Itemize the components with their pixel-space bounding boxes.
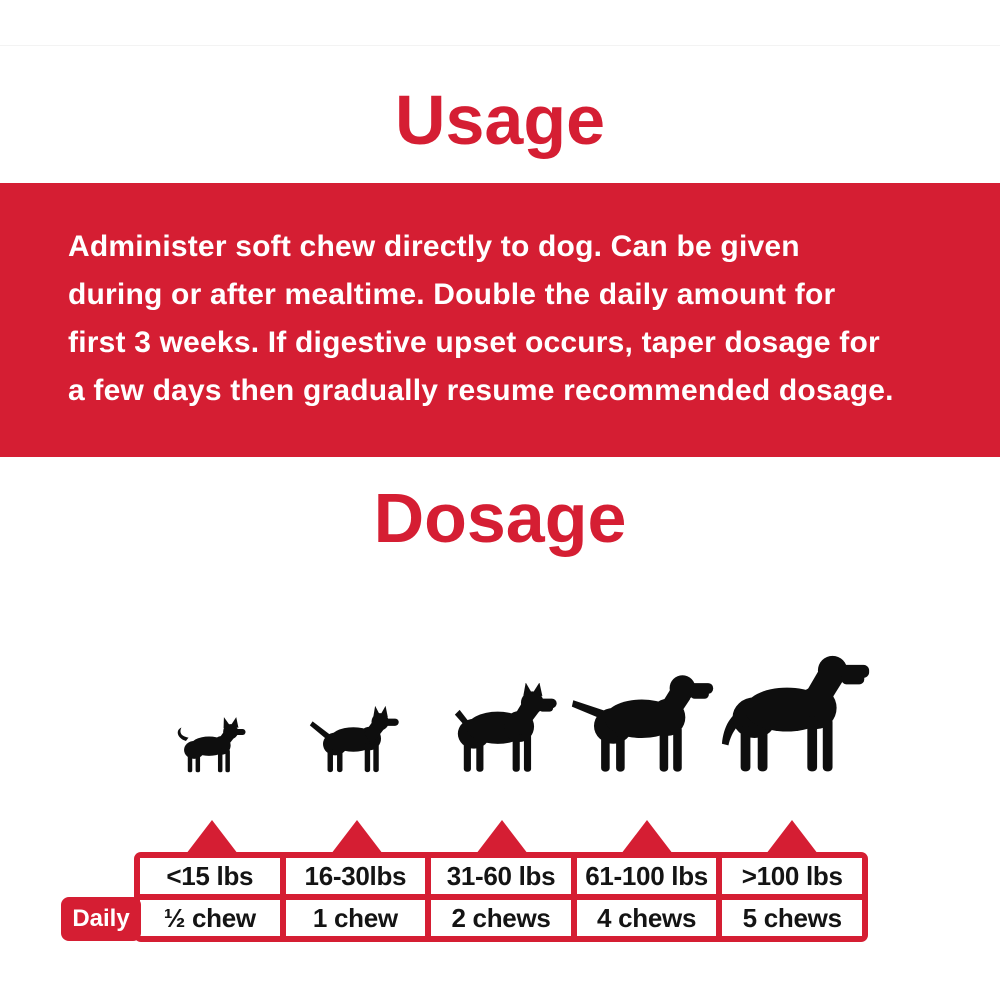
chihuahua-silhouette-icon <box>171 717 253 773</box>
daily-row-label: Daily <box>61 897 141 941</box>
usage-instructions-line-2: during or after mealtime. Double the daily amount for <box>68 278 836 311</box>
dose-cell-3: 2 chews <box>431 900 571 936</box>
usage-instructions-line-4: a few days then gradually resume recommended dosage. <box>68 374 894 407</box>
weight-cell-2: 16-30lbs <box>286 858 426 894</box>
usage-section-title: Usage <box>394 81 606 159</box>
bull-terrier-silhouette-icon <box>307 705 407 773</box>
column-pointer-triangle-2 <box>331 820 383 854</box>
dose-cell-4: 4 chews <box>577 900 717 936</box>
usage-instructions-banner <box>0 183 1000 457</box>
weight-cell-4: 61-100 lbs <box>577 858 717 894</box>
usage-instructions-line-3: first 3 weeks. If digestive upset occurs, taper dosage for <box>68 326 880 359</box>
usage-instructions-line-1: Administer soft chew directly to dog. Can be given <box>68 230 800 263</box>
boxer-silhouette-icon <box>437 683 568 773</box>
dosage-table <box>134 852 868 942</box>
dose-cell-1: ½ chew <box>140 900 280 936</box>
column-pointer-triangle-5 <box>766 820 818 854</box>
usage-instructions-text <box>68 223 948 415</box>
great-dane-silhouette-icon <box>704 651 883 773</box>
dosage-section-title: Dosage <box>373 479 627 557</box>
weight-cell-3: 31-60 lbs <box>431 858 571 894</box>
column-pointer-triangle-4 <box>621 820 673 854</box>
weight-cell-5: >100 lbs <box>722 858 862 894</box>
column-pointer-triangle-1 <box>186 820 238 854</box>
pointer-silhouette-icon <box>569 665 726 773</box>
page-top-edge-line <box>0 45 1000 46</box>
column-pointer-triangle-3 <box>476 820 528 854</box>
dose-cell-5: 5 chews <box>722 900 862 936</box>
dose-cell-2: 1 chew <box>286 900 426 936</box>
weight-cell-1: <15 lbs <box>140 858 280 894</box>
